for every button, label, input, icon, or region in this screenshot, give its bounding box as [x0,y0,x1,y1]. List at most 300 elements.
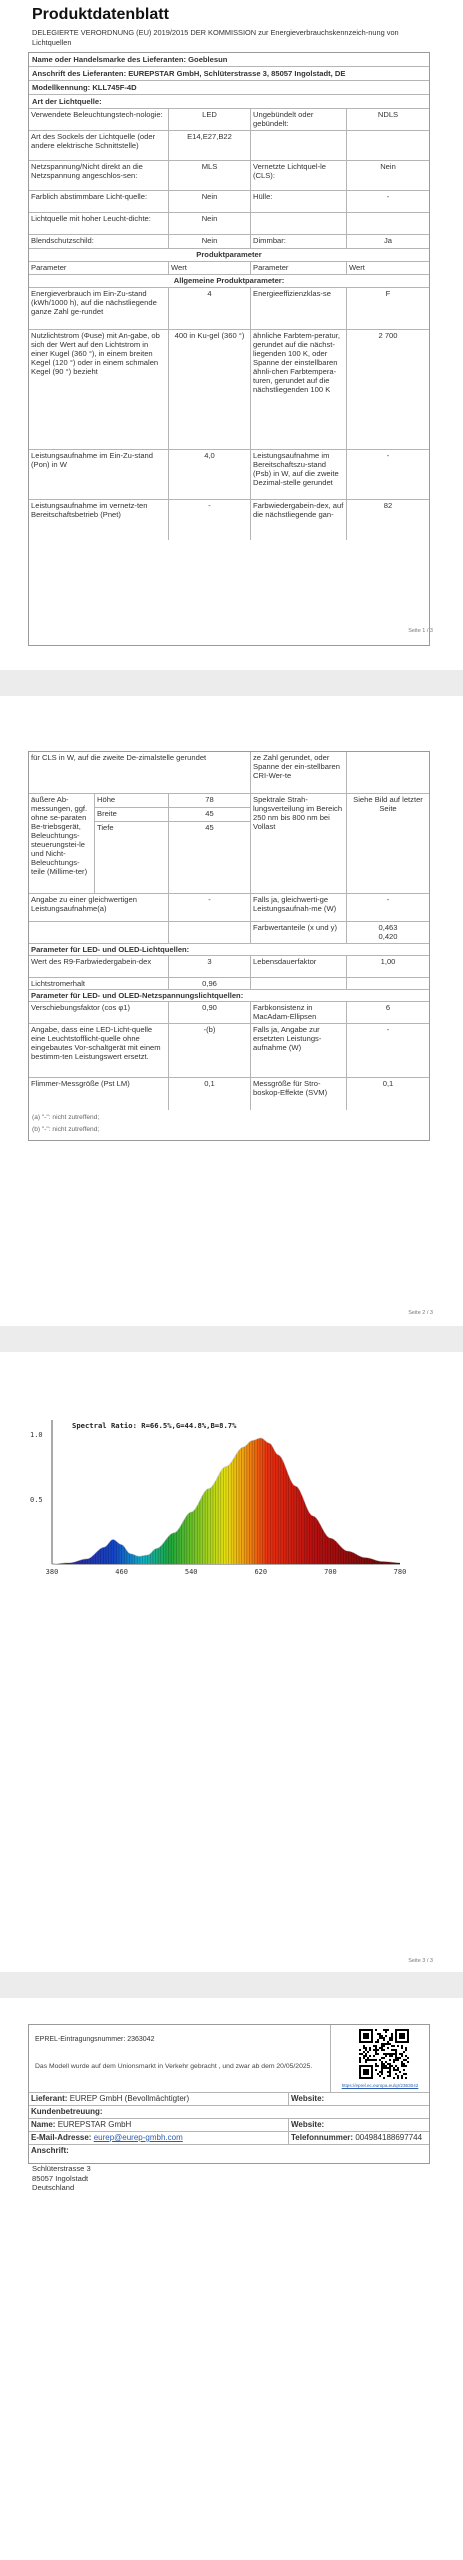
qr-module [405,2047,407,2049]
param-value: LED [169,109,251,130]
x-tick-label: 460 [115,1568,128,1576]
qr-module [393,2053,395,2055]
qr-module [379,2047,381,2049]
qr-module [383,2065,385,2067]
y-tick-label: 1.0 [30,1431,43,1439]
param-row [29,922,429,944]
qr-module [387,2075,389,2077]
qr-module [405,2049,407,2051]
param-value: 4 [169,288,251,329]
qr-module [385,2035,387,2037]
phone-label: Telefonnummer: [291,2133,354,2142]
param-value: 0,90 [169,1002,251,1023]
qr-module [367,2059,369,2061]
spectral-label: Spektrale Strah-lungsverteilung im Bereich 250 nm bis 800 nm bei Vollast [251,794,347,893]
param-label: ze Zahl gerundet, oder Spanne der ein-stellbaren CRI-Wer-te [251,752,347,793]
qr-module [385,2031,387,2033]
product-params-header-row [29,249,429,262]
qr-module [391,2045,393,2047]
dimension-label: Höhe [95,794,169,807]
supplier-label: Lieferant: [31,2094,68,2103]
qr-module [365,2053,367,2055]
qr-module [387,2063,389,2065]
qr-module [373,2059,375,2061]
param-value [169,922,251,943]
address-line: Schlüterstrasse 3 [32,2164,91,2173]
qr-module [365,2061,367,2063]
col-header: Wert [349,263,365,272]
qr-code-icon[interactable] [359,2029,409,2079]
qr-module [389,2037,391,2039]
qr-module [385,2061,387,2063]
param-label: Leistungsaufnahme im vernetz-ten Bereitschaftsbetrieb (Pnet) [29,500,169,540]
qr-module [375,2041,377,2043]
qr-module [359,2053,361,2055]
param-value: Nein [169,235,251,248]
qr-module [395,2059,397,2061]
param-label: Dimmbar: [251,235,347,248]
x-tick-label: 540 [184,1568,198,1576]
qr-module [403,2051,405,2053]
qr-module [389,2071,391,2073]
name-value: EUREPSTAR GmbH [57,2120,132,2129]
qr-module [369,2059,371,2061]
qr-module [401,2055,403,2057]
qr-module [383,2067,385,2069]
qr-module [373,2045,375,2047]
mains-header-row [29,990,429,1002]
qr-module [387,2041,389,2043]
name-cell [29,2119,289,2131]
qr-module [405,2059,407,2061]
param-label: Farbwiedergabein-dex, auf die nächstliegende gan- [251,500,347,540]
qr-module [363,2047,365,2049]
spectral-chart [30,1416,405,1586]
x-tick-label: 780 [393,1568,407,1576]
param-label: Lichtquelle mit hoher Leucht-dichte: [29,213,169,234]
qr-module [383,2029,385,2031]
qr-module [391,2035,393,2037]
qr-module [383,2077,385,2079]
supplier-info-table [28,2024,430,2164]
qr-module [369,2055,371,2057]
qr-module [375,2051,377,2053]
customer-service-row [29,2106,429,2119]
qr-module [401,2077,403,2079]
param-label: Energieverbrauch im Ein-Zu-stand (kWh/1000 h), auf die nächstliegende ganze Zahl ge-rundet [29,288,169,329]
param-label: Lichtstromerhalt [29,978,169,989]
param-label: Hülle: [251,191,347,212]
qr-module [375,2059,377,2061]
param-label: für CLS in W, auf die zweite De-zimalstelle gerundet [29,752,251,793]
page-number: Seite 2 / 3 [408,1310,433,1316]
param-value: 0,1 [382,1079,394,1088]
col-header: Wert [169,262,251,274]
param-label: Verschiebungsfaktor (cos φ1) [29,1002,169,1023]
general-row [29,131,429,161]
param-row [29,500,429,540]
general-row [29,161,429,191]
param-row [29,1078,429,1110]
email-cell [29,2132,289,2144]
qr-module [401,2045,403,2047]
qr-module [397,2075,399,2077]
supplier-cell [29,2093,289,2105]
qr-module [395,2065,397,2067]
qr-module [381,2061,383,2063]
param-value: 0,1 [169,1078,251,1110]
param-value: 1,00 [380,957,396,966]
qr-module [375,2053,377,2055]
qr-module [395,2057,397,2059]
qr-module [385,2053,387,2055]
qr-module [389,2069,391,2071]
qr-module [391,2053,393,2055]
qr-module [375,2049,377,2051]
param-value: - [169,500,251,540]
qr-module [397,2059,399,2061]
eprel-row [29,2025,429,2093]
param-value [347,978,429,989]
param-row [29,1002,429,1024]
qr-module [395,2051,397,2053]
eprel-number: EPREL-Eintragungsnummer: 2363042 [35,2036,155,2043]
qr-module [385,2029,387,2031]
qr-module [381,2065,383,2067]
qr-module [381,2049,383,2051]
param-label [251,213,347,234]
param-label: Farblich abstimmbare Licht-quelle: [29,191,169,212]
page-3 [0,1352,463,1972]
qr-module [361,2053,363,2055]
qr-module [379,2037,381,2039]
qr-module [383,2063,385,2065]
qr-module [405,2055,407,2057]
chart-title: Spectral Ratio: R=66.5%,G=44.8%,B=8.7% [72,1421,237,1430]
param-label [29,922,169,943]
email-link[interactable]: eurep@eurep-gmbh.com [93,2133,183,2142]
qr-module [393,2045,395,2047]
param-value: - [169,894,251,921]
param-label: Blendschutzschild: [29,235,169,248]
light-source-type: Art der Lichtquelle: [32,97,102,106]
qr-module [359,2057,361,2059]
param-value: 2 700 [378,331,398,340]
qr-finder [363,2033,369,2039]
param-label: Art des Sockels der Lichtquelle (oder andere elektrische Schnittstelle) [29,131,169,160]
dimensions-label: äußere Ab-messungen, ggf. ohne se-paraten Be-triebsgerät, Beleuchtungs-steuerungstei-le und Nicht-Beleuchtungs-teile (Millime-ter) [29,794,95,893]
qr-module [365,2055,367,2057]
contact-row [29,2132,429,2145]
param-value [347,213,429,234]
qr-module [363,2045,365,2047]
param-value: - [386,1025,390,1034]
qr-module [387,2047,389,2049]
led-params-header: Parameter für LED- und OLED-Lichtquellen: [31,945,190,954]
address-line: 85057 Ingolstadt [32,2173,89,2183]
qr-module [365,2047,367,2049]
param-label [251,131,347,160]
qr-module [369,2049,371,2051]
qr-module [387,2071,389,2073]
chromaticity-value: 0,463 0,420 [378,923,398,941]
qr-module [391,2033,393,2035]
qr-module [375,2063,377,2065]
param-value: Ja [383,236,393,245]
qr-module [359,2049,361,2051]
param-row [29,956,429,978]
qr-module [393,2049,395,2051]
qr-module [381,2045,383,2047]
param-value: -(b) [169,1024,251,1077]
general-row [29,109,429,131]
param-value: 400 in Ku-gel (360 °) [169,330,251,449]
qr-module [397,2057,399,2059]
qr-module [381,2047,383,2049]
page-1 [0,0,463,670]
email-label: E-Mail-Adresse: [31,2133,92,2142]
qr-module [397,2067,399,2069]
qr-module [381,2037,383,2039]
dimension-row [95,808,251,822]
qr-module [401,2065,403,2067]
qr-module [381,2069,383,2071]
param-label: Energieeffizienzklas-se [251,288,347,329]
qr-module [389,2053,391,2055]
x-tick-label: 620 [254,1568,268,1576]
qr-module [379,2033,381,2035]
general-row [29,213,429,235]
param-label: Vernetzte Lichtquel-le (CLS): [251,161,347,190]
param-value: 4,0 [169,450,251,499]
qr-module [383,2037,385,2039]
supplier-row [29,2093,429,2106]
general-params-header-row [29,275,429,288]
mains-params-header: Parameter für LED- und OLED-Netzspannungslichtquellen: [31,991,244,1000]
param-label: Angabe, dass eine LED-Licht-quelle eine Leuchtstofflicht-quelle ohne eingebautes Vor-schaltgerät mit einem bestimm-ten Leistungswert ersetzt. [29,1024,169,1077]
supplier-name-row [29,53,429,67]
model-row [29,81,429,95]
qr-module [403,2063,405,2065]
qr-module [389,2055,391,2057]
address-label: Anschrift: [31,2146,69,2155]
qr-module [383,2057,385,2059]
param-label: Angabe zu einer gleichwertigen Leistungsaufnahme(a) [29,894,169,921]
page-4 [0,1998,463,2560]
param-label: Farbwertanteile (x und y) [251,922,347,943]
qr-module [363,2055,365,2057]
qr-module [385,2067,387,2069]
dimension-value: 78 [169,794,251,807]
param-value: 0,96 [169,978,251,989]
qr-module [391,2037,393,2039]
qr-module [383,2049,385,2051]
eprel-info [29,2025,331,2092]
website-label: Website: [291,2120,325,2129]
regulation-subtitle: DELEGIERTE VERORDNUNG (EU) 2019/2015 DER KOMMISSION zur Energieverbrauchskennzeich-nung von Lichtquellen [32,28,399,47]
qr-module [375,2047,377,2049]
qr-module [393,2077,395,2079]
param-label: Farbkonsistenz in MacAdam-Ellipsen [251,1002,347,1023]
page-2 [0,696,463,1326]
qr-module [369,2047,371,2049]
qr-module [381,2067,383,2069]
qr-module [391,2055,393,2057]
datasheet-table [28,52,430,646]
qr-module [375,2069,377,2071]
qr-module [403,2065,405,2067]
qr-module [387,2053,389,2055]
param-row [29,288,429,330]
param-label: Leistungsaufnahme im Ein-Zu-stand (Pon) in W [29,450,169,499]
param-value: - [386,192,390,201]
qr-module [401,2075,403,2077]
name-label: Name: [31,2120,56,2129]
param-value: - [386,895,390,904]
qr-module [399,2053,401,2055]
qr-module [377,2065,379,2067]
param-value: - [386,451,390,460]
qr-module [379,2075,381,2077]
param-label: Lebensdauerfaktor [251,956,347,977]
supplier-name: Name oder Handelsmarke des Lieferanten: Goeblesun [32,55,228,64]
qr-module [401,2063,403,2065]
qr-module [391,2065,393,2067]
qr-module [387,2067,389,2069]
param-value [347,131,429,160]
qr-module [389,2075,391,2077]
qr-module [383,2043,385,2045]
param-value: Nein [380,162,396,171]
qr-module [375,2065,377,2067]
qr-module [381,2071,383,2073]
qr-module [377,2073,379,2075]
qr-finder [363,2069,369,2075]
qr-module [393,2067,395,2069]
param-label [251,978,347,989]
qr-module [403,2069,405,2071]
qr-module [389,2043,391,2045]
qr-module [359,2061,361,2063]
dimension-value: 45 [169,808,251,821]
qr-module [391,2049,393,2051]
qr-module [377,2053,379,2055]
qr-module [383,2053,385,2055]
param-label: Wert des R9-Farbwiedergabein-dex [29,956,169,977]
qr-module [381,2035,383,2037]
qr-module [389,2063,391,2065]
qr-module [405,2073,407,2075]
qr-module [403,2073,405,2075]
param-label: Nutzlichtstrom (Φuse) mit An-gabe, ob sich der Wert auf den Lichtstrom in einer Kugel (360 °), in einem breiten Kegel (120 °) oder in einem schmalen Kegel (90 °) bezieht [29,330,169,449]
supplier-address: Anschrift des Lieferanten: EUREPSTAR GmbH, Schlüterstrasse 3, 85057 Ingolstadt, DE [32,69,346,78]
qr-module [377,2033,379,2035]
qr-module [373,2049,375,2051]
qr-module [381,2057,383,2059]
page-title: Produktdatenblatt [32,6,169,23]
qr-module [395,2055,397,2057]
qr-module [405,2077,407,2079]
qr-cell [331,2025,429,2092]
column-header-row [29,262,429,275]
product-params-header: Produktparameter [196,250,262,259]
param-row [29,330,429,450]
qr-module [367,2057,369,2059]
qr-module [399,2057,401,2059]
dimension-label: Breite [95,808,169,821]
qr-module [405,2065,407,2067]
col-header: Parameter [29,262,169,274]
param-value: Nein [169,191,251,212]
supplier-value: EUREP GmbH (Bevollmächtigter) [69,2094,190,2103]
qr-module [377,2041,379,2043]
dimension-value: 45 [169,822,251,894]
eprel-text: Das Modell wurde auf dem Unionsmarkt in Verkehr gebracht , und zwar ab dem 20/05/2025. [35,2063,313,2070]
param-value: NDLS [377,110,399,119]
qr-module [389,2067,391,2069]
qr-module [401,2047,403,2049]
param-value: MLS [169,161,251,190]
phone-cell [289,2132,429,2144]
qr-module [383,2045,385,2047]
spectral-value: Siehe Bild auf letzter Seite [353,795,423,813]
qr-module [387,2043,389,2045]
dimension-label: Tiefe [95,822,169,894]
qr-module [393,2059,395,2061]
footnote: (b) "-": nicht zutreffend; [32,1126,100,1133]
qr-module [397,2069,399,2071]
qr-module [383,2039,385,2041]
general-row [29,235,429,249]
qr-module [395,2069,397,2071]
qr-module [401,2053,403,2055]
qr-link[interactable]: https://eprel.ec.europa.eu/qr/2363042 [341,2083,419,2088]
qr-module [381,2063,383,2065]
qr-module [397,2045,399,2047]
qr-module [407,2061,409,2063]
general-params-header: Allgemeine Produktparameter: [173,276,285,285]
page-number: Seite 1 / 3 [408,628,433,634]
qr-module [389,2073,391,2075]
param-label: Flimmer-Messgröße (Pst LM) [29,1078,169,1110]
qr-module [365,2049,367,2051]
param-row [29,752,429,794]
param-row [29,978,429,990]
qr-finder [399,2033,405,2039]
website-label: Website: [291,2094,325,2103]
qr-module [395,2049,397,2051]
qr-module [389,2059,391,2061]
qr-module [389,2065,391,2067]
col-header: Parameter [251,262,347,274]
qr-module [371,2059,373,2061]
qr-module [363,2051,365,2053]
qr-module [367,2051,369,2053]
qr-module [377,2049,379,2051]
dimensions-row [29,794,429,894]
qr-module [395,2073,397,2075]
param-label: Messgröße für Stro-boskop-Effekte (SVM) [251,1078,347,1110]
qr-module [379,2059,381,2061]
qr-module [381,2043,383,2045]
qr-module [399,2071,401,2073]
footnote: (a) "-": nicht zutreffend; [32,1114,100,1121]
address-line: Deutschland [32,2183,75,2192]
qr-module [363,2057,365,2059]
param-row [29,450,429,500]
param-value: 6 [385,1003,391,1012]
param-label: Ungebündelt oder gebündelt: [251,109,347,130]
